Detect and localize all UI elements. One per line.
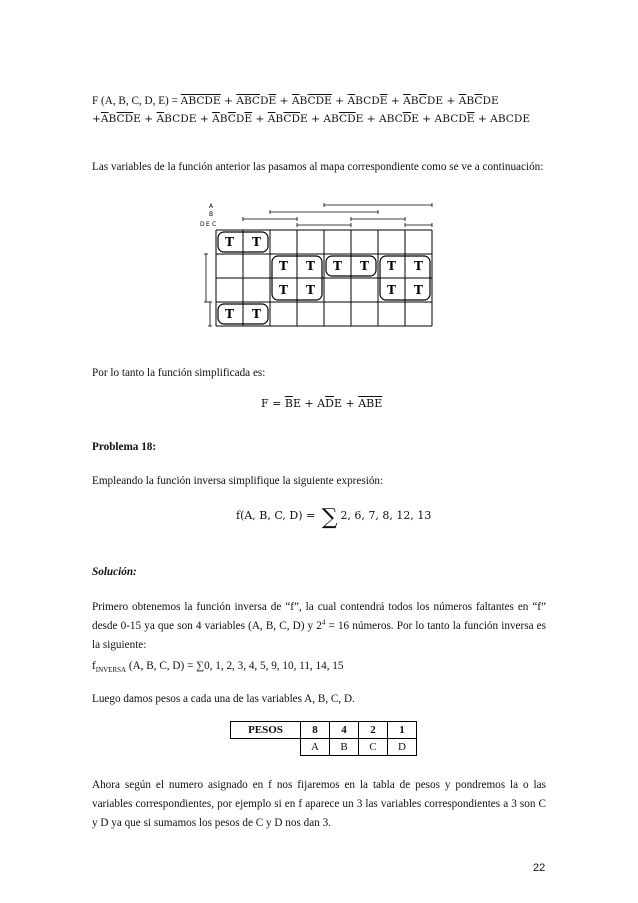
weight-d: 1: [388, 722, 417, 739]
vars-row: [231, 739, 417, 756]
term-variable: $\overline{C}$: [251, 95, 261, 107]
term-variable: D: [513, 113, 523, 125]
sigma-symbol: ∑: [321, 505, 338, 530]
plus-sign: +: [140, 113, 157, 125]
plus-sign: +: [443, 95, 459, 107]
term-variable: $\overline{A}$: [100, 113, 109, 125]
kmap-cell-value: T: [225, 307, 234, 321]
term-variable: B: [386, 113, 395, 125]
finversa-rest: (A, B, C, D) = ∑0, 1, 2, 3, 4, 5, 9, 10, 11, 14, 15: [126, 660, 344, 672]
plus-sign: +: [220, 95, 237, 107]
problem-expression: [236, 505, 432, 530]
paragraph-intro-map: Las variables de la función anterior las pasamos al mapa correspondiente como se ve a continuación:: [92, 161, 544, 173]
var-a: A: [301, 739, 330, 756]
term-variable: B: [466, 95, 475, 107]
kmap-variable-label: A: [209, 203, 214, 210]
solution-p1-exponent: 4: [321, 618, 326, 627]
problem-title: Problema 18:: [92, 441, 157, 453]
paragraph-simplified-intro: Por lo tanto la función simplificada es:: [92, 367, 266, 379]
term-variable: $\overline{B}$: [243, 95, 252, 107]
weight-b: 4: [330, 722, 359, 739]
term-variable: $\overline{A}$: [403, 95, 411, 107]
plus-sign: +: [363, 113, 379, 125]
term-variable: $\overline{D}$: [291, 113, 300, 125]
term-variable: $\overline{E}$: [324, 95, 332, 107]
term-variable: E: [333, 397, 342, 410]
equation-line1-term: [292, 95, 332, 107]
result-lhs: F =: [261, 397, 285, 410]
term-variable: $\overline{E}$: [374, 397, 383, 410]
kmap-cell-value: T: [225, 235, 234, 249]
equation-line2-term: [157, 113, 197, 125]
term-variable: D: [482, 95, 491, 107]
term-variable: E: [292, 397, 301, 410]
karnaugh-map: [198, 200, 438, 345]
kmap-cell-value: T: [414, 259, 423, 273]
term-variable: A: [317, 397, 326, 410]
term-variable: $\overline{C}$: [338, 113, 348, 125]
term-variable: E: [490, 95, 499, 107]
equation-line2-term: [435, 113, 475, 125]
equation-terms-line2: [92, 113, 530, 125]
equation-line1-term: [181, 95, 221, 107]
weights-header: PESOS: [231, 722, 301, 739]
term-variable: $\overline{C}$: [196, 95, 205, 107]
finversa-subscript: INVERSA: [95, 666, 127, 675]
term-variable: $\overline{C}$: [474, 95, 483, 107]
term-variable: B: [355, 95, 364, 107]
weights-row: [231, 722, 417, 739]
term-variable: $\overline{D}$: [124, 113, 134, 125]
boolean-equation-line2: [92, 112, 530, 126]
term-variable: C: [363, 95, 372, 107]
kmap-variable-label: B: [209, 211, 214, 218]
term-variable: D: [235, 113, 245, 125]
term-variable: $\overline{A}$: [291, 95, 300, 107]
term-variable: B: [108, 113, 117, 125]
term-variable: $\overline{A}$: [458, 95, 467, 107]
equation-line2-term: [268, 113, 308, 125]
term-variable: D: [260, 95, 269, 107]
term-variable: C: [505, 113, 514, 125]
weight-c: 2: [359, 722, 388, 739]
plus-sign: +: [418, 113, 435, 125]
term-variable: C: [172, 113, 181, 125]
karnaugh-map-svg: [198, 200, 438, 345]
solution-title: Solución:: [92, 566, 137, 578]
boolean-equation-line1: [92, 94, 499, 108]
plus-sign: +: [196, 113, 213, 125]
term-variable: E: [411, 113, 419, 125]
kmap-cell-value: T: [252, 235, 261, 249]
term-variable: $\overline{D}$: [347, 113, 356, 125]
term-variable: C: [450, 113, 459, 125]
kmap-cell-value: T: [333, 259, 342, 273]
problem-statement: Empleando la función inversa simplifique la siguiente expresión:: [92, 475, 384, 487]
equation-line1-term: [236, 95, 276, 107]
term-variable: $\overline{A}$: [156, 113, 165, 125]
plus-sign: +: [252, 113, 268, 125]
term-variable: E: [133, 113, 141, 125]
var-b: B: [330, 739, 359, 756]
kmap-cell-value: T: [279, 283, 288, 297]
term-variable: E: [522, 113, 531, 125]
plus-sign: +: [474, 113, 491, 125]
kmap-cell-value: T: [306, 259, 315, 273]
kmap-cell-value: T: [360, 259, 369, 273]
term-variable: $\overline{B}$: [284, 397, 293, 410]
term-variable: $\overline{B}$: [366, 397, 375, 410]
kmap-cell-value: T: [387, 283, 396, 297]
kmap-cell-value: T: [387, 259, 396, 273]
term-variable: $\overline{E}$: [244, 113, 253, 125]
term-variable: $\overline{A}$: [347, 95, 356, 107]
term-variable: B: [299, 95, 308, 107]
equation-line1-term: [348, 95, 388, 107]
kmap-variable-label: C: [212, 221, 217, 228]
kmap-variable-brackets: [200, 203, 432, 326]
term-variable: $\overline{A}$: [267, 113, 276, 125]
term-variable: D: [180, 113, 189, 125]
term-variable: E: [355, 113, 364, 125]
solution-paragraph-2: Luego damos pesos a cada una de las variables A, B, C, D.: [92, 693, 355, 705]
term-variable: E: [299, 113, 308, 125]
result-term: [358, 397, 382, 410]
term-variable: $\overline{A}$: [212, 113, 220, 125]
result-term: [285, 397, 301, 410]
kmap-variable-label: E: [206, 221, 210, 228]
term-variable: $\overline{E}$: [379, 95, 388, 107]
term-variable: $\overline{A}$: [180, 95, 189, 107]
term-variable: $\overline{D}$: [325, 397, 334, 410]
plus-sign: +: [387, 95, 404, 107]
plus-sign: +: [342, 397, 359, 410]
term-variable: $\overline{E}$: [212, 95, 221, 107]
equation-line1-term: [459, 95, 499, 107]
kmap-cell-value: T: [306, 283, 315, 297]
term-variable: B: [219, 113, 228, 125]
term-variable: D: [426, 95, 436, 107]
term-variable: A: [323, 113, 331, 125]
kmap-grid: [216, 230, 432, 326]
plus-sign: +: [276, 95, 292, 107]
term-variable: $\overline{D}$: [315, 95, 325, 107]
kmap-cell-value: T: [279, 259, 288, 273]
weights-table: [230, 721, 417, 756]
plus-sign: +: [92, 113, 101, 125]
equation-line2-term: [212, 113, 252, 125]
term-variable: $\overline{B}$: [188, 95, 197, 107]
equation-line2-term: [490, 113, 530, 125]
term-variable: A: [378, 113, 387, 125]
solution-p1-part1: Primero obtenemos la función inversa de “f”, la cual contendrá todos los números faltantes en “f” desde 0-15 ya que son 4 variables (A, B, C, D) y 2: [92, 601, 546, 632]
solution-p1-part2: = 16 números. Por lo tanto la función inversa es la siguiente:: [92, 620, 546, 651]
equation-line2-term: [379, 113, 419, 125]
var-c: C: [359, 739, 388, 756]
term-variable: $\overline{D}$: [402, 113, 412, 125]
term-variable: A: [490, 113, 498, 125]
term-variable: $\overline{C}$: [307, 95, 316, 107]
term-variable: B: [410, 95, 419, 107]
solution-paragraph-1: [92, 598, 546, 655]
term-variable: B: [497, 113, 506, 125]
plus-sign: +: [307, 113, 324, 125]
term-variable: $\overline{E}$: [466, 113, 475, 125]
term-variable: E: [435, 95, 444, 107]
equation-lhs: F (A, B, C, D, E) =: [92, 95, 181, 107]
plus-sign: +: [300, 397, 318, 410]
term-variable: $\overline{E}$: [268, 95, 277, 107]
vars-empty-cell: [231, 739, 301, 756]
equation-line2-term: [101, 113, 141, 125]
finversa-line: [92, 659, 344, 673]
term-variable: D: [458, 113, 467, 125]
kmap-cell-value: T: [252, 307, 261, 321]
plus-sign: +: [331, 95, 348, 107]
term-variable: B: [164, 113, 173, 125]
term-variable: E: [188, 113, 197, 125]
equation-terms-line1: [181, 95, 499, 107]
term-variable: $\overline{A}$: [358, 397, 367, 410]
kmap-variable-label: D: [200, 221, 205, 228]
result-terms: [285, 397, 382, 410]
term-variable: $\overline{C}$: [418, 95, 427, 107]
term-variable: B: [442, 113, 451, 125]
term-variable: B: [330, 113, 339, 125]
term-variable: B: [275, 113, 284, 125]
finversa-f: f: [92, 660, 96, 672]
term-variable: D: [371, 95, 380, 107]
weight-a: 8: [301, 722, 330, 739]
kmap-cell-value: T: [414, 283, 423, 297]
page-number: 22: [533, 862, 546, 874]
term-variable: $\overline{A}$: [236, 95, 244, 107]
term-variable: A: [434, 113, 443, 125]
term-variable: $\overline{D}$: [204, 95, 213, 107]
term-variable: C: [394, 113, 403, 125]
expression-rhs: 2, 6, 7, 8, 12, 13: [340, 509, 432, 522]
solution-paragraph-3: Ahora según el numero asignado en f nos fijaremos en la tabla de pesos y pondremos la o las variables correspondientes, por ejemplo si en f aparece un 3 las variables correspondientes a 3 son C y D ya que si sumamos los pesos de C y D nos dan 3.: [92, 779, 546, 829]
expression-lhs: f(A, B, C, D) =: [236, 509, 319, 522]
term-variable: $\overline{C}$: [283, 113, 292, 125]
var-d: D: [388, 739, 417, 756]
term-variable: $\overline{C}$: [116, 113, 125, 125]
equation-line1-term: [403, 95, 443, 107]
simplified-function: [261, 397, 382, 411]
equation-line2-term: [323, 113, 363, 125]
term-variable: $\overline{C}$: [227, 113, 236, 125]
result-term: [317, 397, 342, 410]
